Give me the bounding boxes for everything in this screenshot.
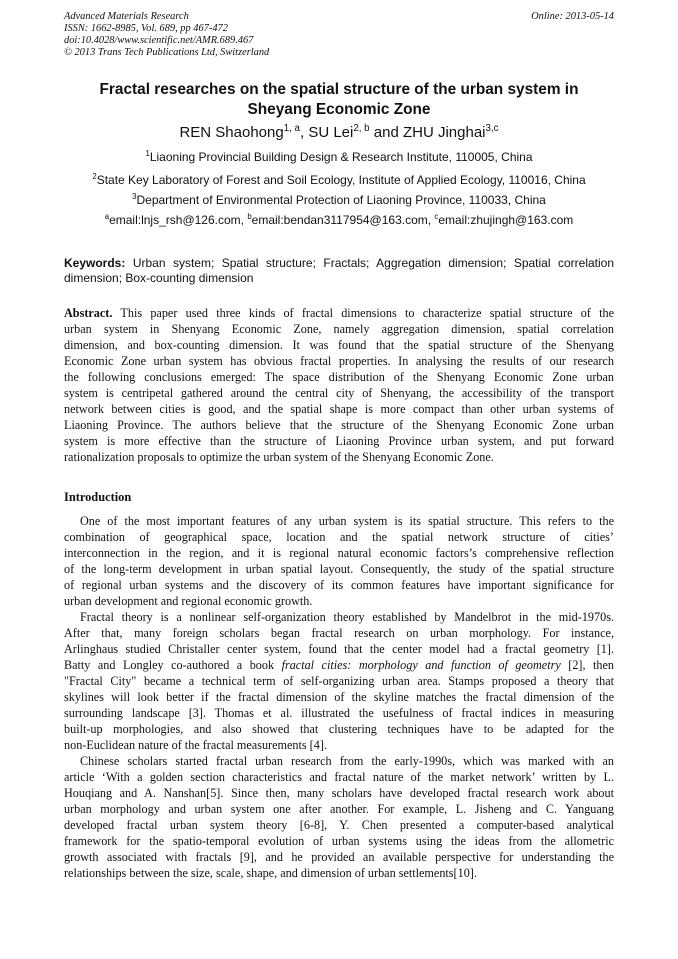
author-name: SU Lei [308,124,354,141]
separator: and [369,124,403,141]
text-line: skylines will look better if the fractal dimension of the skyline matches the fractal dimension of the [64,690,614,704]
affiliation [30,173,648,187]
author-sup: 1, a [283,123,300,134]
section-heading-introduction: Introduction [64,490,132,504]
text-line: dimension, and box-counting dimension. It was found that the spatial structure of the Shenyang [64,338,614,352]
keywords-text: Urban system; Spatial structure; Fractals; Aggregation dimension; Spatial correlation [125,256,614,270]
text-line: non-Euclidean nature of the fractal measurements [4]. [64,738,327,752]
text-line: Chinese scholars started fractal urban research from the early-1990s, which was marked with an [80,754,614,768]
text: Batty and Longley co-authored a book [64,658,282,672]
author-sup: 2, b [353,123,370,134]
doi: doi:10.4028/www.scientific.net/AMR.689.467 [64,35,254,46]
authors [40,123,638,143]
aff-text: State Key Laboratory of Forest and Soil Ecology, Institute of Applied Ecology, 110016, China [96,173,586,187]
text-line: "Fractal City" became a technical term of self-organizing urban area. Stamps proposed a theory that [64,674,614,688]
aff-text: Department of Environmental Protection of Liaoning Province, 110033, China [136,193,546,207]
text-line: system is centripetal gathered around the central city of Shenyang, the accessibility of the transport [64,386,614,400]
text-line: urban morphology and urban system one after another. For example, L. Jisheng and C. Yanguang [64,802,614,816]
paper-title [40,80,638,120]
text-line: relationships between the size, scale, shape, and dimension of urban settlements[10]. [64,866,477,880]
author-sup: 3,c [485,123,499,134]
book-title: fractal cities: morphology and function of geometry [281,658,561,672]
text-line: growth associated with fractals [9], and he provided an available perspective for understanding the [64,850,614,864]
affiliation [30,193,648,207]
text-line: system is more effective than the structure of Liaoning Province urban system, and put forward [64,434,614,448]
text-line: the following conclusions emerged: The space distribution of the Shenyang Economic Zone urban [64,370,614,384]
text-line: rationalization proposals to optimize the urban system of the Shenyang Economic Zone. [64,450,494,464]
text-line: urban development and regional economic growth. [64,594,313,608]
text-line: developed fractal urban system theory [6-8], Y. Chen presented a computer-based analytical [64,818,614,832]
email: email:zhujingh@163.com [438,213,574,227]
text-line: One of the most important features of any urban system is its spatial structure. This refers to the [80,514,614,528]
text: [2], then [560,658,614,672]
aff-sup: 2 [92,172,97,181]
text-line: Houqiang and A. Nanshan[5]. Since then, many scholars have developed fractal research work about [64,786,614,800]
aff-sup: 1 [145,149,150,158]
email-sup: c [434,212,439,221]
title-line: Fractal researches on the spatial structure of the urban system in [99,81,579,98]
keywords-text: dimension; Box-counting dimension [64,270,254,285]
text-line [64,657,614,673]
text-line: framework for the spatio-temporal evolution of urban systems using the ideas from the allometric [64,834,614,848]
text-line: built-up morphologies, and also showed that clustering techniques have to be adapted for the [64,722,614,736]
text-line: Liaoning Province. The authors believe that the structure of the Shenyang Economic Zone urban [64,418,614,432]
affiliation [30,150,648,164]
online-date: Online: 2013-05-14 [531,11,614,22]
text-line: Fractal theory is a nonlinear self-organization theory established by Mandelbrot in the mid-1970s. [80,610,614,624]
text-line: combination of geographical space, location and the spatial network structure of cities’ [64,530,614,544]
text-line: of regional urban systems and the discovery of its common features have important significance for [64,578,614,592]
text-line: After that, many foreign scholars began fractal research on urban morphology. For instance, [64,626,614,640]
keywords [64,256,614,285]
abstract [64,305,614,465]
text-line: Economic Zone urban system has obvious fractal properties. In analysing the results of our research [64,354,614,368]
text-line: article ‘With a golden section characteristics and fractal nature of the market network’ written by L. [64,770,614,784]
introduction-body [64,513,614,881]
email-sup: a [104,212,110,221]
author-name: ZHU Jinghai [402,124,486,141]
separator: , [299,124,309,141]
text-line: interconnection in the region, and it is regional natural economic factors’s comprehensive reflection [64,546,614,560]
text-line: surrounding landscape [3]. Thomas et al. illustrated the usefulness of fractal indices in measuring [64,706,614,720]
text-line: Arlinghaus studied Christaller center system, found that the center model had a fractal geometry [1]. [64,642,614,656]
author-name: REN Shaohong [179,124,284,141]
copyright: © 2013 Trans Tech Publications Ltd, Switzerland [64,47,270,58]
abstract-line: This paper used three kinds of fractal dimensions to characterize spatial structure of the [112,306,614,320]
issn: ISSN: 1662-8985, Vol. 689, pp 467-472 [64,23,228,34]
aff-sup: 3 [132,192,137,201]
email: email:bendan3117954@163.com, [251,213,435,227]
text-line: network between cities is good, and the spatial shape is more compact than other urban systems of [64,402,614,416]
aff-text: Liaoning Provincial Building Design & Research Institute, 110005, China [149,150,533,164]
journal-header [64,11,269,59]
abstract-label: Abstract. [64,306,113,320]
keywords-label: Keywords: [64,256,126,270]
text-line: urban system in Shenyang Economic Zone, namely aggregation dimension, spatial correlation [64,322,614,336]
emails [30,213,648,227]
text-line: of the long-term development in urban spatial layout. Consequently, the study of the spatial structure [64,562,614,576]
journal-name: Advanced Materials Research [64,11,189,22]
email-sup: b [247,212,252,221]
email: email:lnjs_rsh@126.com, [109,213,248,227]
title-line: Sheyang Economic Zone [247,101,431,118]
